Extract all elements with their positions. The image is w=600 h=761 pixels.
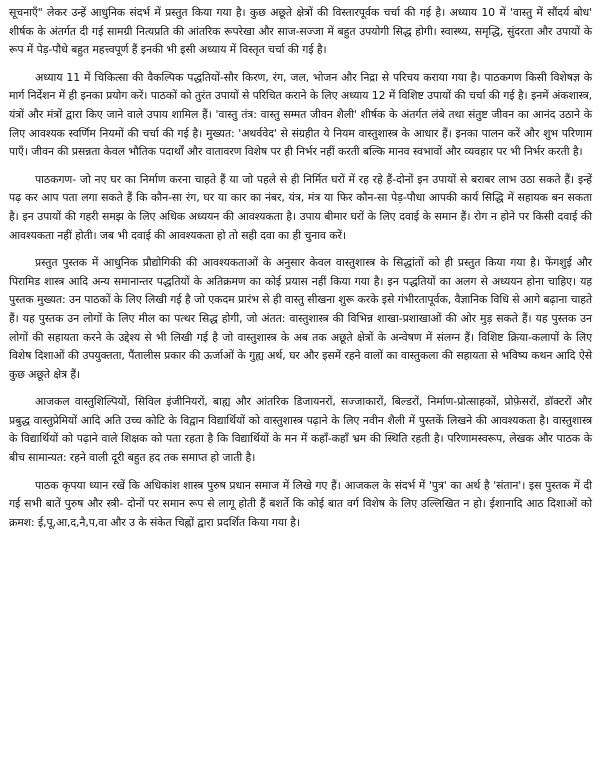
paragraph-5: आजकल वास्तुशिल्पियों, सिविल इंजीनियरों, बाह्य और आंतरिक डिजायनरों, सज्जाकारों, बिल्डरों, निर्माण-प्रोत्साहकों, प्रोफ़ेसरों, डॉक्टरों और प्रबुद्ध वास्तुप्रेमियों आदि अति उच्च कोटि के विद्वान विद्यार्थियों को वास्तुशास्त्र पढ़ाने के लिए नवीन शैली में पुस्तकें लिखने की आवश्यकता है। वास्तुशास्त्र के विद्यार्थियों को पढ़ाने वाले शिक्षक को पता रहता है कि विद्यार्थियों के मन में कहाँ-कहाँ भ्रम की स्थिति रहती है। परिणामस्वरूप, लेखक और पाठक के बीच सामान्यत: रहने वाली दूरी बहुत हद तक समाप्त हो जाती है।: [9, 395, 592, 465]
paragraph-6: पाठक कृपया ध्यान रखें कि अधिकांश शास्त्र पुरुष प्रधान समाज में लिखे गए हैं। आजकल के संदर्भ में 'पुत्र' का अर्थ है 'संतान'। इस पुस्तक में दी गई सभी बातें पुरुष और स्त्री- दोनों पर समान रूप से लागू होती हैं बशर्ते कि कोई बात वर्ग विशेष के लिए उल्लिखित न हो। ईशानादि आठ दिशाओं को क्रमश: ई,पू,आ,द,नै,प,वा और उ के संकेत चिह्नों द्वारा प्रदर्शित किया गया है।: [9, 478, 592, 529]
paragraph-1: सूचनाएँ" लेकर उन्हें आधुनिक संदर्भ में प्रस्तुत किया गया है। कुछ अछूते क्षेत्रों की विस्तारपूर्वक चर्चा की गई है। अध्याय 10 में 'वास्तु में सौंदर्य बोध' शीर्षक के अंतर्गत दी गई सामग्री नित्यप्रति की आंतरिक रूपरेखा और साज-सज्जा में बहुत उपयोगी सिद्ध होगी। स्वास्थ्य, समृद्धि, सुंदरता और उपायों के रूप में पेड़-पौधे बहुत महत्त्वपूर्ण हैं इनकी भी इसी अध्याय में विस्तृत चर्चा की गई है।: [9, 6, 592, 57]
paragraph-2: अध्याय 11 में चिकित्सा की वैकल्पिक पद्धतियों-सौर किरण, रंग, जल, भोजन और निद्रा से परिचय कराया गया है। पाठकगण किसी विशेषज्ञ के मार्ग निर्देशन में ही इनका प्रयोग करें। पाठकों को तुरंत उपायों से परिचित कराने के लिए अध्याय 12 में विशिष्ट उपायों की चर्चा की गई है। इनमें अंकशास्त्र, यंत्रों और मंत्रों द्वारा किए जाने वाले उपाय शामिल हैं। 'वास्तु तंत्र: वास्तु सम्मत जीवन शैली' शीर्षक के अंतर्गत लंबे तथा संतुष्ट जीवन का आनंद उठाने के लिए आवश्यक स्वर्णिम नियमों की चर्चा की गई है। मुख्यत: 'अथर्ववेद' से संग्रहीत ये नियम वास्तुशास्त्र के आधार हैं। इनका पालन करें और शुभ परिणाम पाएँ। जीवन की प्रसन्नता केवल भौतिक पदार्थों और वातावरण विशेष पर ही निर्भर नहीं करती बल्कि मानव स्वभावों और व्यवहार पर भी निर्भर करती है।: [9, 70, 592, 159]
paragraph-4: प्रस्तुत पुस्तक में आधुनिक प्रौद्योगिकी की आवश्यकताओं के अनुसार केवल वास्तुशास्त्र के सिद्धांतों को ही प्रस्तुत किया गया है। फेंगशुई और पिरामिड शास्त्र आदि अन्य समानान्तर पद्धतियों के अतिक्रमण का कोई प्रयास नहीं किया गया है। इन पद्धतियों का अलग से अध्ययन होना चाहिए। यह पुस्तक मुख्यत: उन पाठकों के लिए लिखी गई है जो एकदम प्रारंभ से ही वास्तु सीखना शुरू करके इसे गंभीरतापूर्वक, वैज्ञानिक विधि से आगे बढ़ाना चाहते हैं। यह पुस्तक उन लोगों के लिए मील का पत्थर सिद्ध होगी, जो अंतत: वास्तुशास्त्र की विभिन्न शाखा-प्रशाखाओं की ओर मुड़ सकते हैं। यह पुस्तक उन लोगों की सहायता करने के उद्देश्य से भी लिखी गई है जो वास्तुशास्त्र के अब तक अछूते क्षेत्रों के अन्वेषण में संलग्न हैं। विशिष्ट क्रिया-कलापों के लिए विशेष दिशाओं की उपयुक्तता, पैंतालीस प्रकार की ऊर्जाओं के गुह्य अर्थ, घर और इसमें रहने वालों का वास्तुकला की सहायता से भविष्य कथन आदि ऐसे कुछ अछूते क्षेत्र हैं।: [9, 256, 592, 381]
paragraph-3: पाठकगण- जो नए घर का निर्माण करना चाहते हैं या जो पहले से ही निर्मित घरों में रह रहे हैं-दोनों इन उपायों से बराबर लाभ उठा सकते हैं। इन्हें पढ़ कर आप पता लगा सकते हैं कि कौन-सा रंग, घर या कार का नंबर, यंत्र, मंत्र या फिर कौन-सा पेड़-पौधा आपकी कार्य सिद्धि में सहायक बन सकता है। इन उपायों की गहरी समझ के लिए अधिक अध्ययन की आवश्यकता है। उपाय बीमार घरों के लिए दवाई के समान हैं। रोग न होने पर किसी दवाई की आवश्यकता नहीं होती। जब भी दवाई की आवश्यकता हो तो सही दवा का ही चुनाव करें।: [9, 172, 592, 242]
